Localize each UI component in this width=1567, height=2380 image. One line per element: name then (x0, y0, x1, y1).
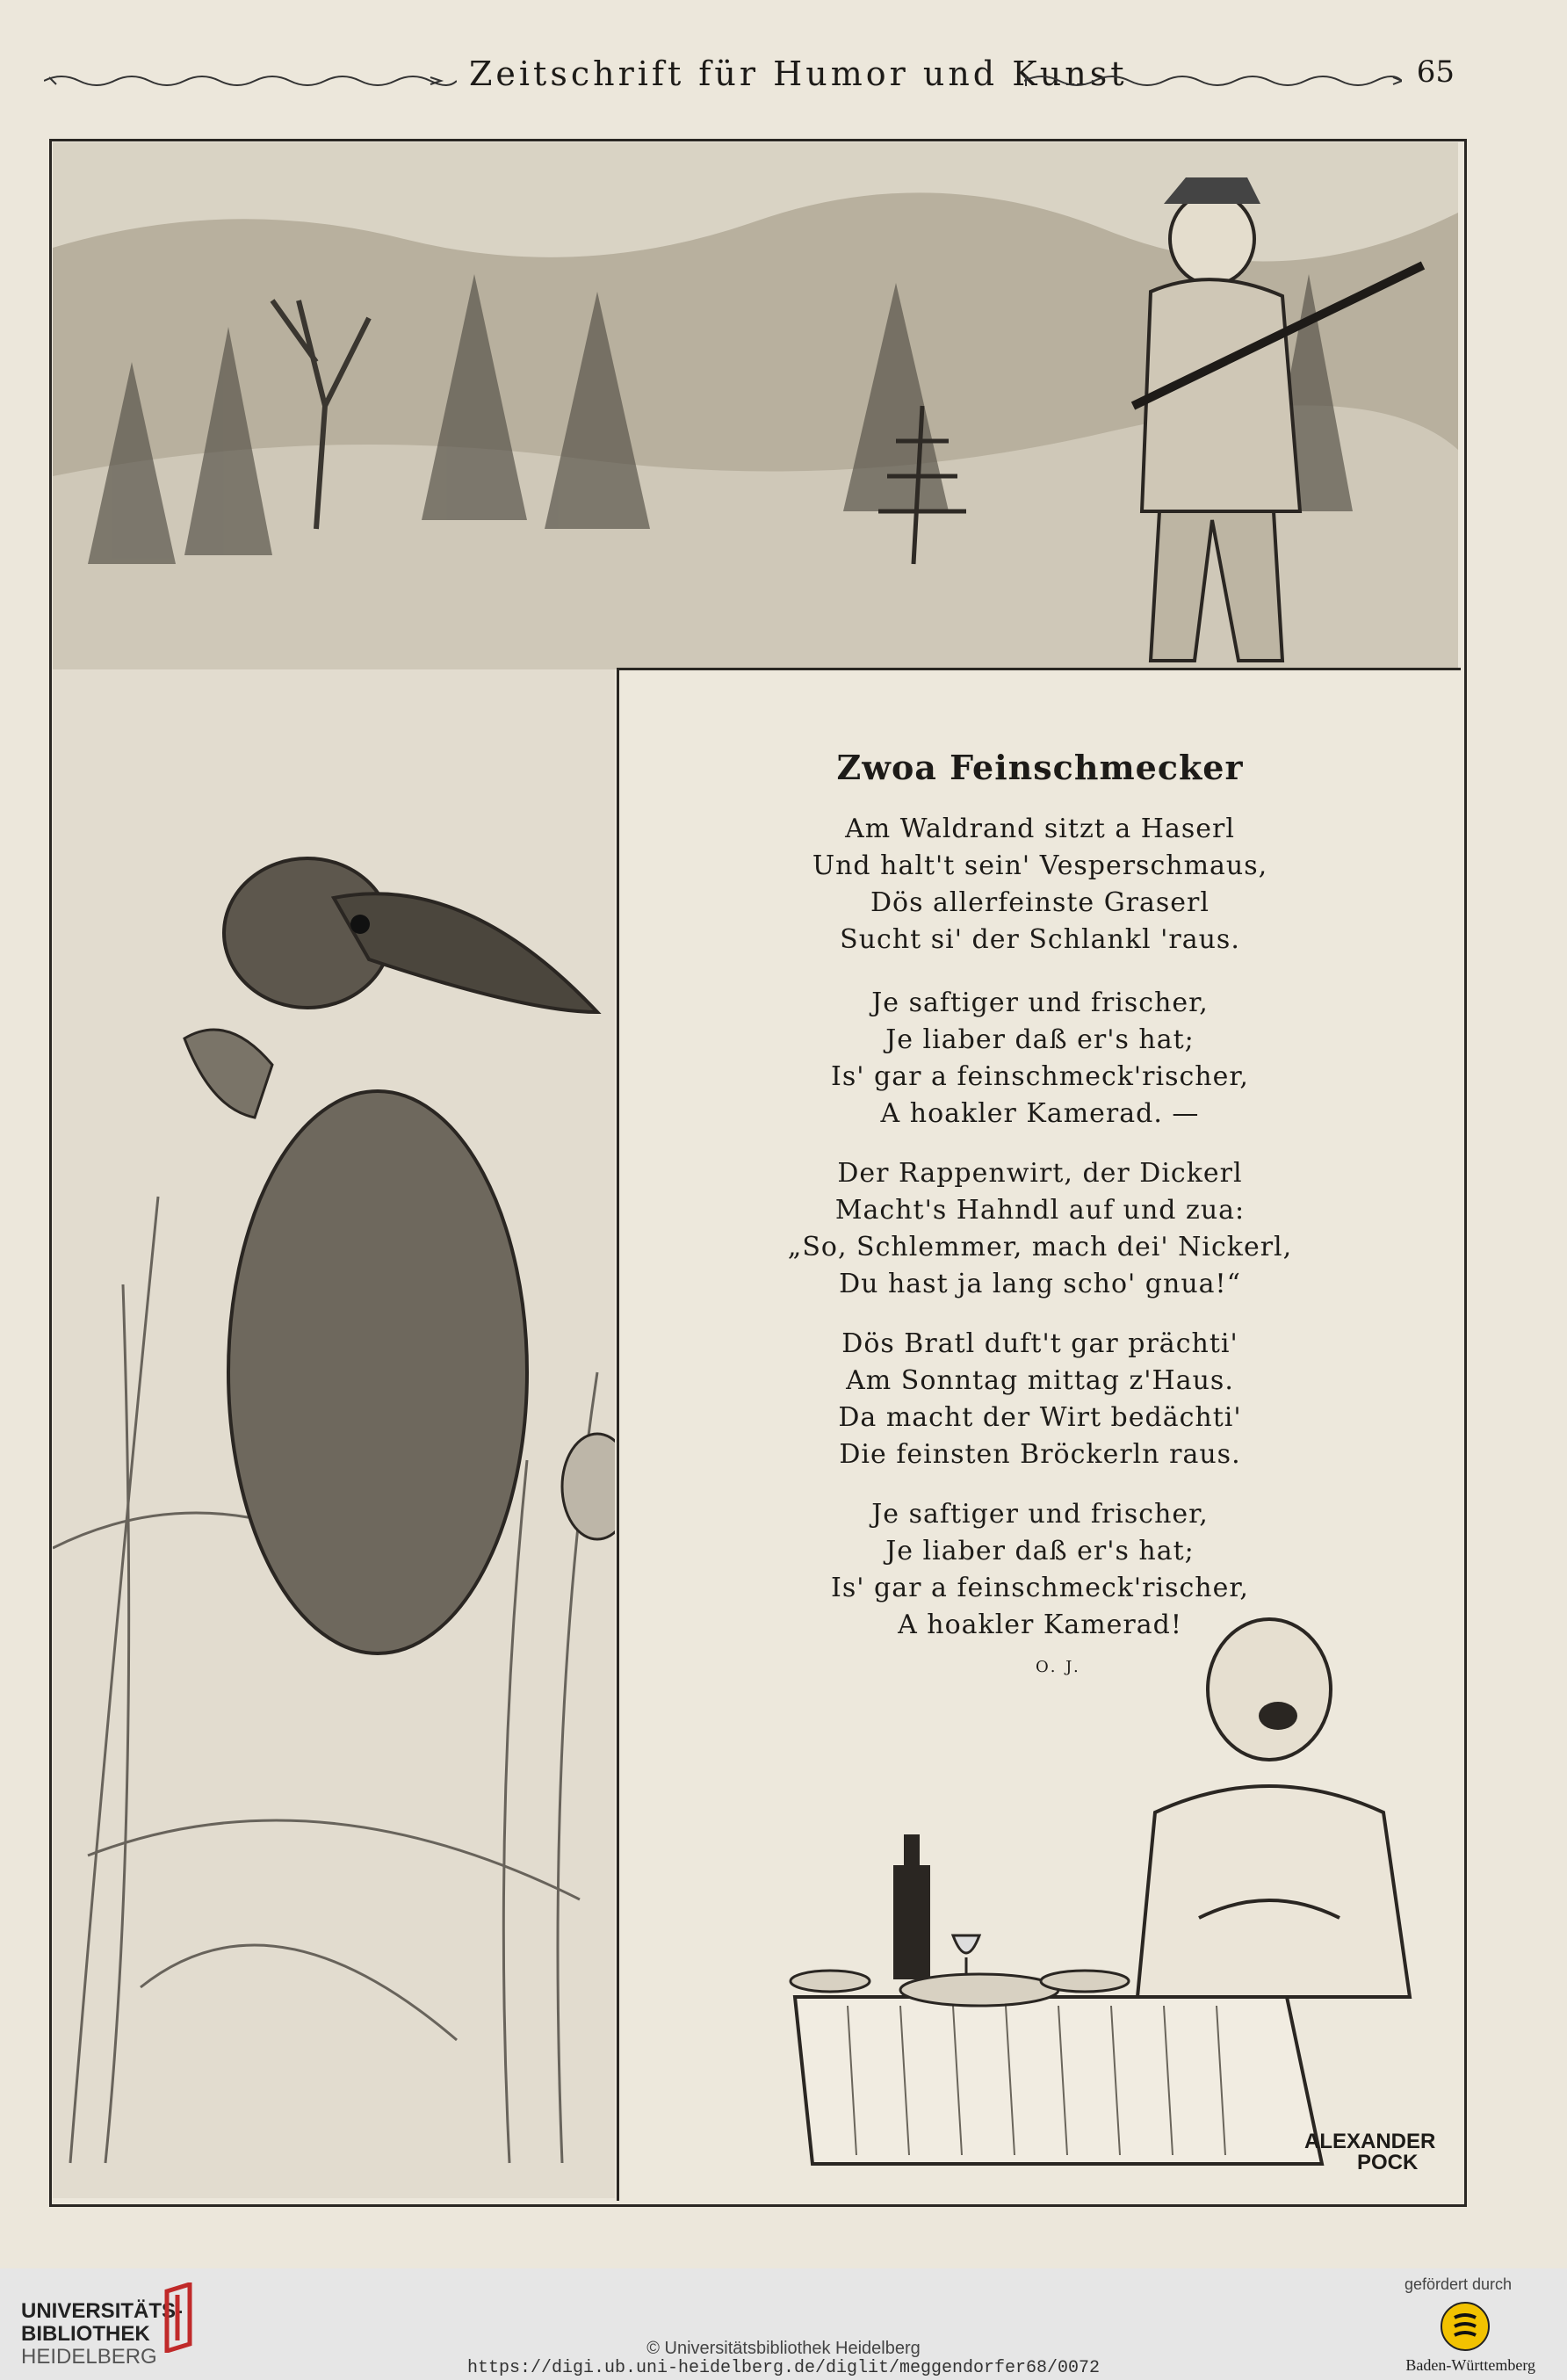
artist-signature: POCK (1357, 2151, 1419, 2174)
verse-line: A hoakler Kamerad. — (880, 1098, 1200, 1129)
verse-line: Je liaber daß er's hat; (885, 1024, 1195, 1055)
stanza-4 (619, 1326, 1461, 1473)
permalink[interactable]: https://digi.ub.uni-heidelberg.de/diglit/meggendorfer68/0072 (466, 2358, 1101, 2378)
library-line: HEIDELBERG (21, 2345, 157, 2369)
poem-title: Zwoa Feinschmecker (836, 748, 1244, 787)
magazine-title: Zeitschrift für Humor und Kunst (469, 54, 1128, 93)
verse-line: A hoakler Kamerad! (898, 1610, 1182, 1640)
verse-line: Is' gar a feinschmeck'rischer, (831, 1573, 1249, 1603)
verse-line: Die feinsten Bröckerln raus. (839, 1439, 1241, 1470)
verse-line: Dös allerfeinste Graserl (870, 887, 1210, 918)
poem-box (617, 668, 1461, 2201)
hare-illustration (53, 669, 615, 2198)
verse-line: Je saftiger und frischer, (871, 1499, 1209, 1530)
innkeeper-figure (1137, 1619, 1410, 1997)
copyright-notice: © Universitätsbibliothek Heidelberg (646, 2339, 921, 2358)
verse-line: Je liaber daß er's hat; (885, 1536, 1195, 1566)
verse-line: Da macht der Wirt bedächti' (838, 1402, 1242, 1433)
coat-of-arms-icon (1439, 2300, 1491, 2353)
stanza-3 (619, 1155, 1461, 1303)
funding-label: gefördert durch (1404, 2275, 1513, 2293)
verse-line: „So, Schlemmer, mach dei' Nickerl, (787, 1232, 1293, 1262)
verse-line: Und halt't sein' Vesperschmaus, (812, 850, 1268, 881)
library-line: BIBLIOTHEK (21, 2322, 150, 2346)
verse-line: Du hast ja lang scho' gnua!“ (839, 1269, 1241, 1299)
ornament-left (44, 72, 457, 90)
running-header (44, 54, 1455, 107)
funder-name: Baden-Württemberg (1405, 2356, 1535, 2374)
verse-line: Dös Bratl duft't gar prächti' (841, 1328, 1238, 1359)
verse-line: Macht's Hahndl auf und zua: (834, 1195, 1246, 1226)
artist-signature: ALEXANDER (1304, 2130, 1436, 2153)
verse-line: Sucht si' der Schlankl 'raus. (840, 924, 1240, 955)
verse-line: Am Waldrand sitzt a Haserl (845, 814, 1235, 844)
innkeeper-illustration (777, 1584, 1454, 2199)
verse-line: Je saftiger und frischer, (871, 987, 1209, 1018)
ornament-right (1024, 72, 1402, 90)
verse-line: Is' gar a feinschmeck'rischer, (831, 1061, 1249, 1092)
verse-line: Der Rappenwirt, der Dickerl (837, 1158, 1243, 1189)
library-line: UNIVERSITÄTS- (21, 2299, 184, 2323)
viewer-footer (0, 2268, 1567, 2380)
stanza-1 (619, 811, 1461, 959)
forest-hunter-illustration (53, 142, 1458, 669)
stanza-2 (619, 985, 1461, 1132)
poem-author: O. J. (1036, 1658, 1081, 1676)
verse-line: Am Sonntag mittag z'Haus. (846, 1365, 1234, 1396)
page-number: 65 (1416, 54, 1455, 90)
